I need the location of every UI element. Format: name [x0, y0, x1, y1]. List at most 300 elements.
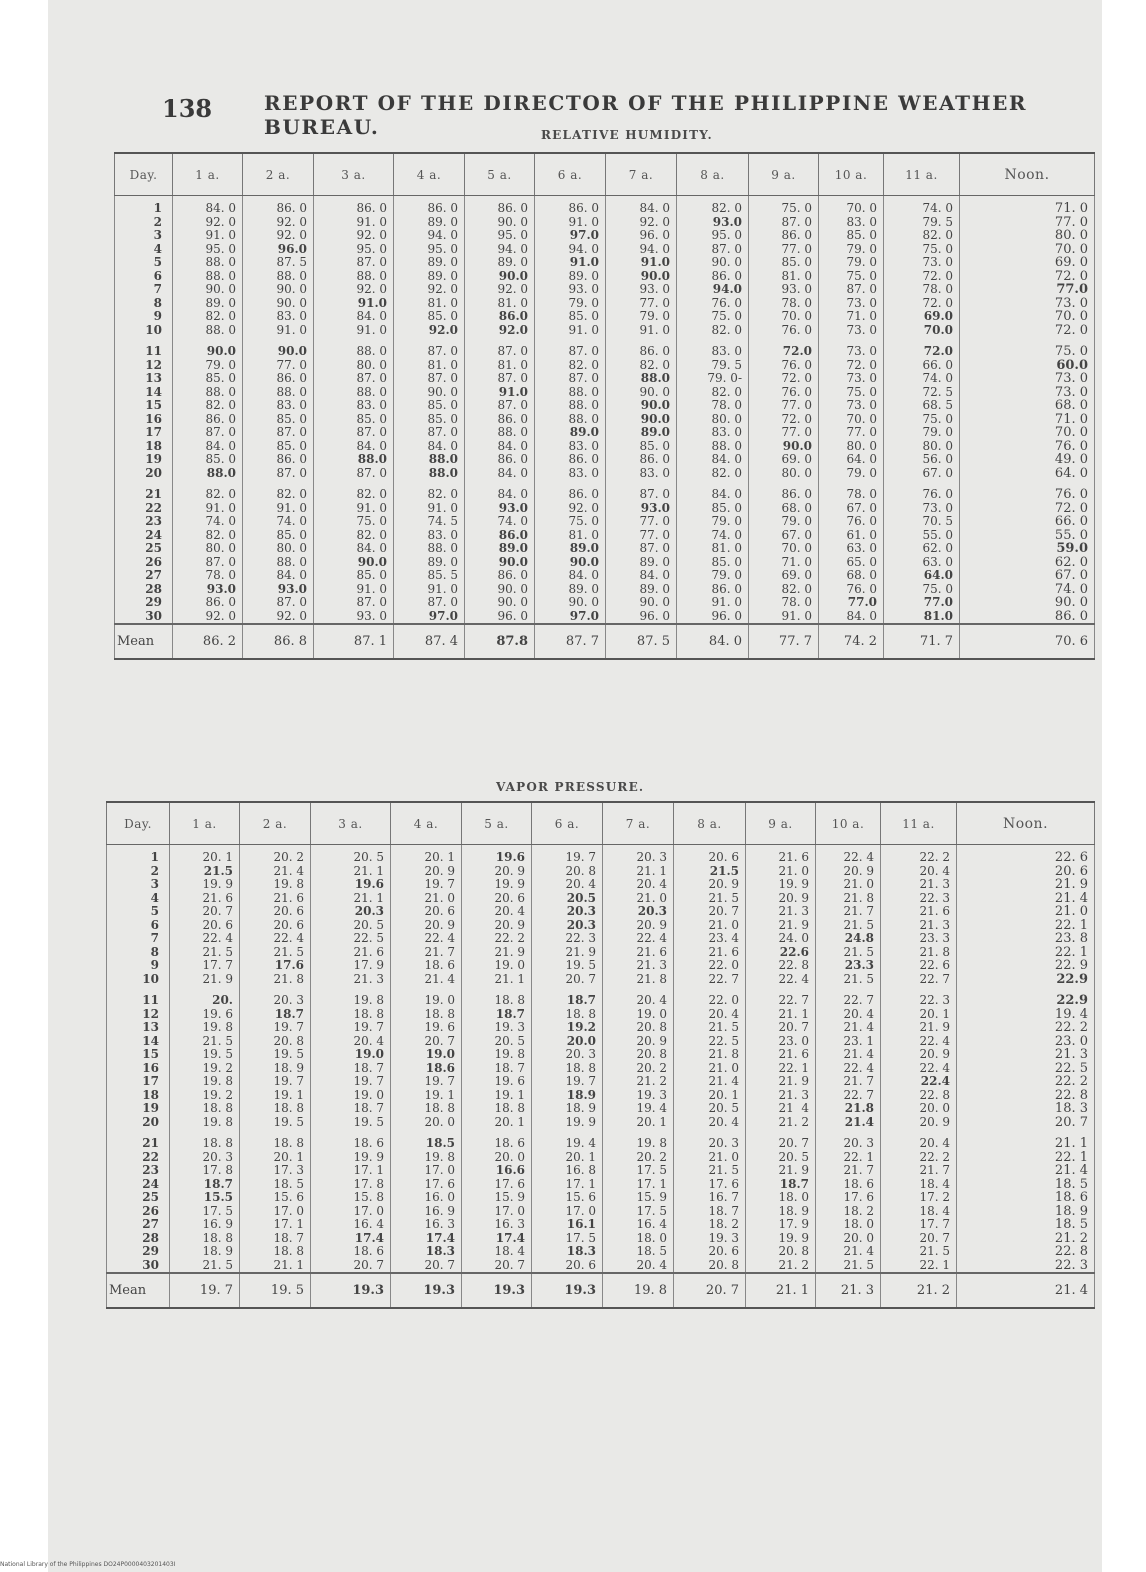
- value-cell: 22. 1: [881, 1259, 957, 1274]
- value-cell: 20.3: [532, 905, 603, 919]
- table-row: [115, 399, 1095, 413]
- value-cell: 87. 0: [749, 216, 819, 230]
- day-cell: 6: [107, 919, 170, 933]
- day-cell: 19: [107, 1102, 170, 1116]
- col-header: 6 a.: [532, 802, 603, 845]
- value-cell: 86. 0: [173, 413, 243, 427]
- value-cell: 88.0: [394, 453, 465, 467]
- value-cell: 19. 6: [391, 1021, 462, 1035]
- value-cell: 20.3: [603, 905, 674, 919]
- table-row: [115, 542, 1095, 556]
- value-cell: 18.3: [532, 1245, 603, 1259]
- value-cell: 20. 4: [311, 1035, 391, 1049]
- value-cell: 20. 7: [957, 1116, 1095, 1130]
- value-cell: 87. 0: [606, 542, 677, 556]
- value-cell: 72. 5: [884, 386, 960, 400]
- value-cell: 73. 0: [960, 372, 1095, 386]
- value-cell: 80. 0: [819, 440, 884, 454]
- value-cell: 21. 1: [957, 1137, 1095, 1151]
- value-cell: 22. 3: [881, 892, 957, 906]
- table-row: [115, 556, 1095, 570]
- value-cell: 78. 0: [173, 569, 243, 583]
- value-cell: 88. 0: [314, 270, 394, 284]
- value-cell: 21. 5: [816, 946, 881, 960]
- col-header: 2 a.: [243, 153, 314, 196]
- value-cell: 85. 0: [243, 413, 314, 427]
- value-cell: 82. 0: [677, 467, 749, 481]
- day-cell: 28: [107, 1232, 170, 1246]
- value-cell: 20. 4: [603, 878, 674, 892]
- value-cell: 20. 7: [532, 973, 603, 987]
- value-cell: 22. 2: [957, 1075, 1095, 1089]
- value-cell: 19. 6: [170, 1008, 240, 1022]
- day-cell: 30: [107, 1259, 170, 1274]
- day-cell: 1: [107, 845, 170, 865]
- value-cell: 20. 3: [816, 1137, 881, 1151]
- value-cell: 20. 6: [674, 1245, 746, 1259]
- value-cell: 77. 0: [606, 529, 677, 543]
- value-cell: 81. 0: [749, 270, 819, 284]
- value-cell: 22. 4: [170, 932, 240, 946]
- value-cell: 91. 0: [243, 324, 314, 338]
- value-cell: 19. 6: [462, 1075, 532, 1089]
- value-cell: 18. 8: [170, 1137, 240, 1151]
- value-cell: 72. 0: [819, 359, 884, 373]
- value-cell: 87. 0: [394, 596, 465, 610]
- value-cell: 22. 4: [391, 932, 462, 946]
- value-cell: 79. 0: [819, 243, 884, 257]
- value-cell: 96. 0: [465, 610, 535, 625]
- value-cell: 88. 0: [314, 386, 394, 400]
- value-cell: 77. 0: [606, 297, 677, 311]
- value-cell: 82. 0: [394, 488, 465, 502]
- day-cell: 21: [107, 1137, 170, 1151]
- value-cell: 21. 6: [240, 892, 311, 906]
- value-cell: 89. 0: [394, 270, 465, 284]
- value-cell: 21. 0: [746, 865, 816, 879]
- value-cell: 88. 0: [243, 386, 314, 400]
- value-cell: 18.7: [462, 1008, 532, 1022]
- table-row: [115, 583, 1095, 597]
- value-cell: 70.0: [884, 324, 960, 338]
- value-cell: 84. 0: [314, 542, 394, 556]
- value-cell: 83. 0: [606, 467, 677, 481]
- value-cell: 88. 0: [314, 345, 394, 359]
- value-cell: 91. 0: [394, 583, 465, 597]
- value-cell: 80. 0: [960, 229, 1095, 243]
- mean-cell: 19. 5: [240, 1273, 311, 1308]
- value-cell: 22. 0: [674, 994, 746, 1008]
- value-cell: 81. 0: [677, 542, 749, 556]
- day-cell: 15: [107, 1048, 170, 1062]
- value-cell: 86. 0: [677, 583, 749, 597]
- value-cell: 71. 0: [819, 310, 884, 324]
- value-cell: 20. 0: [816, 1232, 881, 1246]
- value-cell: 93.0: [243, 583, 314, 597]
- value-cell: 90. 0: [243, 297, 314, 311]
- table-row: [107, 865, 1095, 879]
- value-cell: 75. 0: [884, 243, 960, 257]
- value-cell: 90.0: [535, 556, 606, 570]
- value-cell: 22. 2: [881, 845, 957, 865]
- value-cell: 21. 5: [674, 1021, 746, 1035]
- value-cell: 20. 3: [674, 1137, 746, 1151]
- day-cell: 14: [107, 1035, 170, 1049]
- value-cell: 82. 0: [677, 324, 749, 338]
- value-cell: 18. 2: [816, 1205, 881, 1219]
- value-cell: 15. 9: [462, 1191, 532, 1205]
- value-cell: 21. 3: [603, 959, 674, 973]
- page-header-title: REPORT OF THE DIRECTOR OF THE PHILIPPINE WEATHER BUREAU.: [264, 91, 1028, 139]
- value-cell: 91. 0: [606, 324, 677, 338]
- value-cell: 70. 0: [960, 310, 1095, 324]
- day-cell: 22: [107, 1151, 170, 1165]
- value-cell: 21. 1: [603, 865, 674, 879]
- value-cell: 85. 5: [394, 569, 465, 583]
- value-cell: 21. 5: [881, 1245, 957, 1259]
- value-cell: 64. 0: [960, 467, 1095, 481]
- value-cell: 20. 8: [240, 1035, 311, 1049]
- day-cell: 11: [115, 345, 173, 359]
- value-cell: 18. 8: [240, 1102, 311, 1116]
- value-cell: 17. 5: [603, 1205, 674, 1219]
- value-cell: 19. 2: [170, 1062, 240, 1076]
- value-cell: 87. 0: [465, 372, 535, 386]
- value-cell: 22. 7: [816, 1089, 881, 1103]
- value-cell: 20. 1: [462, 1116, 532, 1130]
- value-cell: 85. 0: [243, 529, 314, 543]
- col-header: Noon.: [957, 802, 1095, 845]
- table-row: [115, 502, 1095, 516]
- value-cell: 90. 0: [465, 596, 535, 610]
- value-cell: 20. 7: [391, 1259, 462, 1274]
- value-cell: 74. 0: [960, 583, 1095, 597]
- value-cell: 84. 0: [606, 196, 677, 216]
- value-cell: 21. 9: [746, 1075, 816, 1089]
- value-cell: 67. 0: [819, 502, 884, 516]
- value-cell: 89. 0: [394, 256, 465, 270]
- value-cell: 20. 4: [816, 1008, 881, 1022]
- value-cell: 75. 0: [884, 413, 960, 427]
- value-cell: 18. 4: [462, 1245, 532, 1259]
- value-cell: 79. 0: [173, 359, 243, 373]
- value-cell: 72. 0: [960, 270, 1095, 284]
- value-cell: 88. 0: [535, 386, 606, 400]
- value-cell: 20. 9: [391, 865, 462, 879]
- value-cell: 24.8: [816, 932, 881, 946]
- value-cell: 86. 0: [243, 196, 314, 216]
- mean-cell: 19.3: [462, 1273, 532, 1308]
- value-cell: 18. 6: [311, 1245, 391, 1259]
- value-cell: 20. 4: [881, 1137, 957, 1151]
- value-cell: 21. 9: [881, 1021, 957, 1035]
- col-header: 7 a.: [606, 153, 677, 196]
- value-cell: 18. 5: [603, 1245, 674, 1259]
- value-cell: 55. 0: [884, 529, 960, 543]
- value-cell: 87. 0: [243, 426, 314, 440]
- value-cell: 19. 5: [170, 1048, 240, 1062]
- value-cell: 16. 8: [532, 1164, 603, 1178]
- value-cell: 22. 8: [957, 1245, 1095, 1259]
- value-cell: 95. 0: [173, 243, 243, 257]
- day-cell: 26: [115, 556, 173, 570]
- value-cell: 77.0: [819, 596, 884, 610]
- value-cell: 76. 0: [819, 583, 884, 597]
- value-cell: 17. 2: [881, 1191, 957, 1205]
- value-cell: 77. 0: [243, 359, 314, 373]
- value-cell: 73. 0: [819, 399, 884, 413]
- value-cell: 18.7: [170, 1178, 240, 1192]
- value-cell: 96. 0: [677, 610, 749, 625]
- value-cell: 87. 0: [243, 596, 314, 610]
- value-cell: 92. 0: [243, 610, 314, 625]
- value-cell: 66. 0: [884, 359, 960, 373]
- mean-cell: 20. 7: [674, 1273, 746, 1308]
- day-cell: 4: [115, 243, 173, 257]
- value-cell: 20. 6: [391, 905, 462, 919]
- table-row: [107, 892, 1095, 906]
- value-cell: 91. 0: [394, 502, 465, 516]
- value-cell: 22. 1: [957, 1151, 1095, 1165]
- value-cell: 20. 3: [240, 994, 311, 1008]
- table-row: [107, 1102, 1095, 1116]
- value-cell: 19. 3: [603, 1089, 674, 1103]
- relative-humidity-title: RELATIVE HUMIDITY.: [541, 128, 713, 142]
- table-row: [115, 596, 1095, 610]
- value-cell: 16. 7: [674, 1191, 746, 1205]
- value-cell: 87. 5: [243, 256, 314, 270]
- value-cell: 91.0: [314, 297, 394, 311]
- value-cell: 21. 7: [816, 1164, 881, 1178]
- value-cell: 22. 4: [240, 932, 311, 946]
- value-cell: 18. 8: [532, 1008, 603, 1022]
- value-cell: 86. 0: [749, 488, 819, 502]
- value-cell: 21. 2: [746, 1116, 816, 1130]
- value-cell: 78. 0: [884, 283, 960, 297]
- table-row: [107, 878, 1095, 892]
- value-cell: 85. 0: [173, 372, 243, 386]
- value-cell: 21. 4: [674, 1075, 746, 1089]
- value-cell: 84. 0: [173, 196, 243, 216]
- value-cell: 21. 6: [311, 946, 391, 960]
- value-cell: 22. 8: [957, 1089, 1095, 1103]
- day-cell: 18: [107, 1089, 170, 1103]
- table-row: [115, 256, 1095, 270]
- value-cell: 18. 6: [462, 1137, 532, 1151]
- value-cell: 19.2: [532, 1021, 603, 1035]
- value-cell: 68. 0: [749, 502, 819, 516]
- vapor-pressure-title: VAPOR PRESSURE.: [496, 780, 645, 794]
- value-cell: 60.0: [960, 359, 1095, 373]
- value-cell: 23. 1: [816, 1035, 881, 1049]
- value-cell: 75. 0: [819, 386, 884, 400]
- value-cell: 70. 5: [884, 515, 960, 529]
- value-cell: 89.0: [535, 426, 606, 440]
- value-cell: 84. 0: [677, 488, 749, 502]
- value-cell: 21.4: [816, 1116, 881, 1130]
- value-cell: 78. 0: [749, 596, 819, 610]
- value-cell: 89. 0: [535, 270, 606, 284]
- day-cell: 28: [115, 583, 173, 597]
- value-cell: 20. 4: [674, 1008, 746, 1022]
- value-cell: 18.6: [391, 1062, 462, 1076]
- value-cell: 19. 5: [240, 1116, 311, 1130]
- value-cell: 76. 0: [677, 297, 749, 311]
- value-cell: 18. 6: [311, 1137, 391, 1151]
- value-cell: 22. 3: [957, 1259, 1095, 1274]
- value-cell: 86. 0: [243, 372, 314, 386]
- value-cell: 21. 1: [746, 1008, 816, 1022]
- value-cell: 71. 0: [749, 556, 819, 570]
- value-cell: 78. 0: [749, 297, 819, 311]
- col-header: Day.: [115, 153, 173, 196]
- value-cell: 20. 6: [240, 919, 311, 933]
- value-cell: 91.0: [606, 256, 677, 270]
- value-cell: 21. 7: [816, 905, 881, 919]
- value-cell: 19. 8: [603, 1137, 674, 1151]
- value-cell: 88. 0: [173, 324, 243, 338]
- day-cell: 3: [107, 878, 170, 892]
- value-cell: 80. 0: [173, 542, 243, 556]
- day-cell: 26: [107, 1205, 170, 1219]
- col-header: 10 a.: [819, 153, 884, 196]
- value-cell: 90.0: [606, 270, 677, 284]
- value-cell: 83. 0: [535, 440, 606, 454]
- value-cell: 69. 0: [749, 569, 819, 583]
- table-row: [115, 488, 1095, 502]
- value-cell: 80. 0: [677, 413, 749, 427]
- value-cell: 19. 5: [311, 1116, 391, 1130]
- value-cell: 20. 3: [603, 845, 674, 865]
- value-cell: 76. 0: [749, 324, 819, 338]
- value-cell: 20. 4: [603, 1259, 674, 1274]
- value-cell: 89. 0: [173, 297, 243, 311]
- value-cell: 76. 0: [749, 386, 819, 400]
- value-cell: 23. 0: [746, 1035, 816, 1049]
- value-cell: 21. 8: [674, 1048, 746, 1062]
- vapor-pressure-table: [106, 801, 1095, 1309]
- value-cell: 64.0: [884, 569, 960, 583]
- value-cell: 89.0: [606, 426, 677, 440]
- value-cell: 19. 8: [391, 1151, 462, 1165]
- value-cell: 86. 0: [606, 453, 677, 467]
- col-header: 1 a.: [170, 802, 240, 845]
- value-cell: 18. 9: [746, 1205, 816, 1219]
- day-cell: 10: [115, 324, 173, 338]
- mean-label: Mean: [115, 624, 173, 659]
- value-cell: 88. 0: [243, 556, 314, 570]
- value-cell: 72.0: [749, 345, 819, 359]
- value-cell: 91. 0: [314, 324, 394, 338]
- value-cell: 20. 8: [603, 1048, 674, 1062]
- value-cell: 21. 9: [532, 946, 603, 960]
- value-cell: 19. 7: [240, 1075, 311, 1089]
- value-cell: 20. 5: [462, 1035, 532, 1049]
- value-cell: 86. 0: [394, 196, 465, 216]
- day-cell: 1: [115, 196, 173, 216]
- value-cell: 85. 0: [173, 453, 243, 467]
- value-cell: 71. 0: [960, 413, 1095, 427]
- value-cell: 19. 1: [462, 1089, 532, 1103]
- value-cell: 75. 0: [819, 270, 884, 284]
- value-cell: 21. 6: [603, 946, 674, 960]
- value-cell: 94. 0: [465, 243, 535, 257]
- value-cell: 20.: [170, 994, 240, 1008]
- value-cell: 21. 0: [674, 1062, 746, 1076]
- value-cell: 80. 0: [243, 542, 314, 556]
- value-cell: 88. 0: [243, 270, 314, 284]
- value-cell: 21. 4: [391, 973, 462, 987]
- value-cell: 96. 0: [606, 610, 677, 625]
- value-cell: 92.0: [465, 324, 535, 338]
- value-cell: 84. 0: [465, 488, 535, 502]
- value-cell: 17. 1: [603, 1178, 674, 1192]
- day-cell: 27: [107, 1218, 170, 1232]
- value-cell: 19. 2: [170, 1089, 240, 1103]
- value-cell: 19. 8: [462, 1048, 532, 1062]
- table-row: [107, 1259, 1095, 1274]
- value-cell: 86. 0: [173, 596, 243, 610]
- value-cell: 21. 0: [391, 892, 462, 906]
- value-cell: 86.0: [465, 310, 535, 324]
- table-row: [115, 310, 1095, 324]
- value-cell: 93.0: [606, 502, 677, 516]
- value-cell: 21. 7: [816, 1075, 881, 1089]
- table-row: [107, 959, 1095, 973]
- value-cell: 87. 0: [314, 372, 394, 386]
- value-cell: 90. 0: [677, 256, 749, 270]
- value-cell: 75. 0: [535, 515, 606, 529]
- value-cell: 18. 5: [240, 1178, 311, 1192]
- value-cell: 87. 0: [173, 426, 243, 440]
- value-cell: 22. 9: [957, 959, 1095, 973]
- value-cell: 85. 0: [535, 310, 606, 324]
- value-cell: 19. 8: [311, 994, 391, 1008]
- col-header: 5 a.: [465, 153, 535, 196]
- table-row: [115, 610, 1095, 625]
- value-cell: 87. 0: [465, 345, 535, 359]
- table-row: [107, 1191, 1095, 1205]
- value-cell: 20. 1: [391, 845, 462, 865]
- col-header: 10 a.: [816, 802, 881, 845]
- value-cell: 19. 9: [170, 878, 240, 892]
- value-cell: 88. 0: [535, 399, 606, 413]
- value-cell: 93.0: [677, 216, 749, 230]
- value-cell: 18.7: [746, 1178, 816, 1192]
- value-cell: 19. 7: [311, 1021, 391, 1035]
- mean-cell: 87. 1: [314, 624, 394, 659]
- value-cell: 21. 3: [957, 1048, 1095, 1062]
- table-row: [115, 453, 1095, 467]
- value-cell: 89. 0: [394, 556, 465, 570]
- value-cell: 18. 8: [391, 1008, 462, 1022]
- mean-cell: 19.3: [391, 1273, 462, 1308]
- value-cell: 85. 0: [394, 413, 465, 427]
- mean-cell: 21. 4: [957, 1273, 1095, 1308]
- value-cell: 18. 8: [311, 1008, 391, 1022]
- value-cell: 18. 3: [957, 1102, 1095, 1116]
- day-cell: 24: [115, 529, 173, 543]
- day-cell: 16: [107, 1062, 170, 1076]
- value-cell: 21. 3: [311, 973, 391, 987]
- value-cell: 75. 0: [884, 583, 960, 597]
- col-header: 11 a.: [884, 153, 960, 196]
- value-cell: 82. 0: [173, 310, 243, 324]
- value-cell: 62. 0: [960, 556, 1095, 570]
- value-cell: 75. 0: [677, 310, 749, 324]
- gap-cell: [115, 337, 173, 345]
- value-cell: 90. 0: [606, 386, 677, 400]
